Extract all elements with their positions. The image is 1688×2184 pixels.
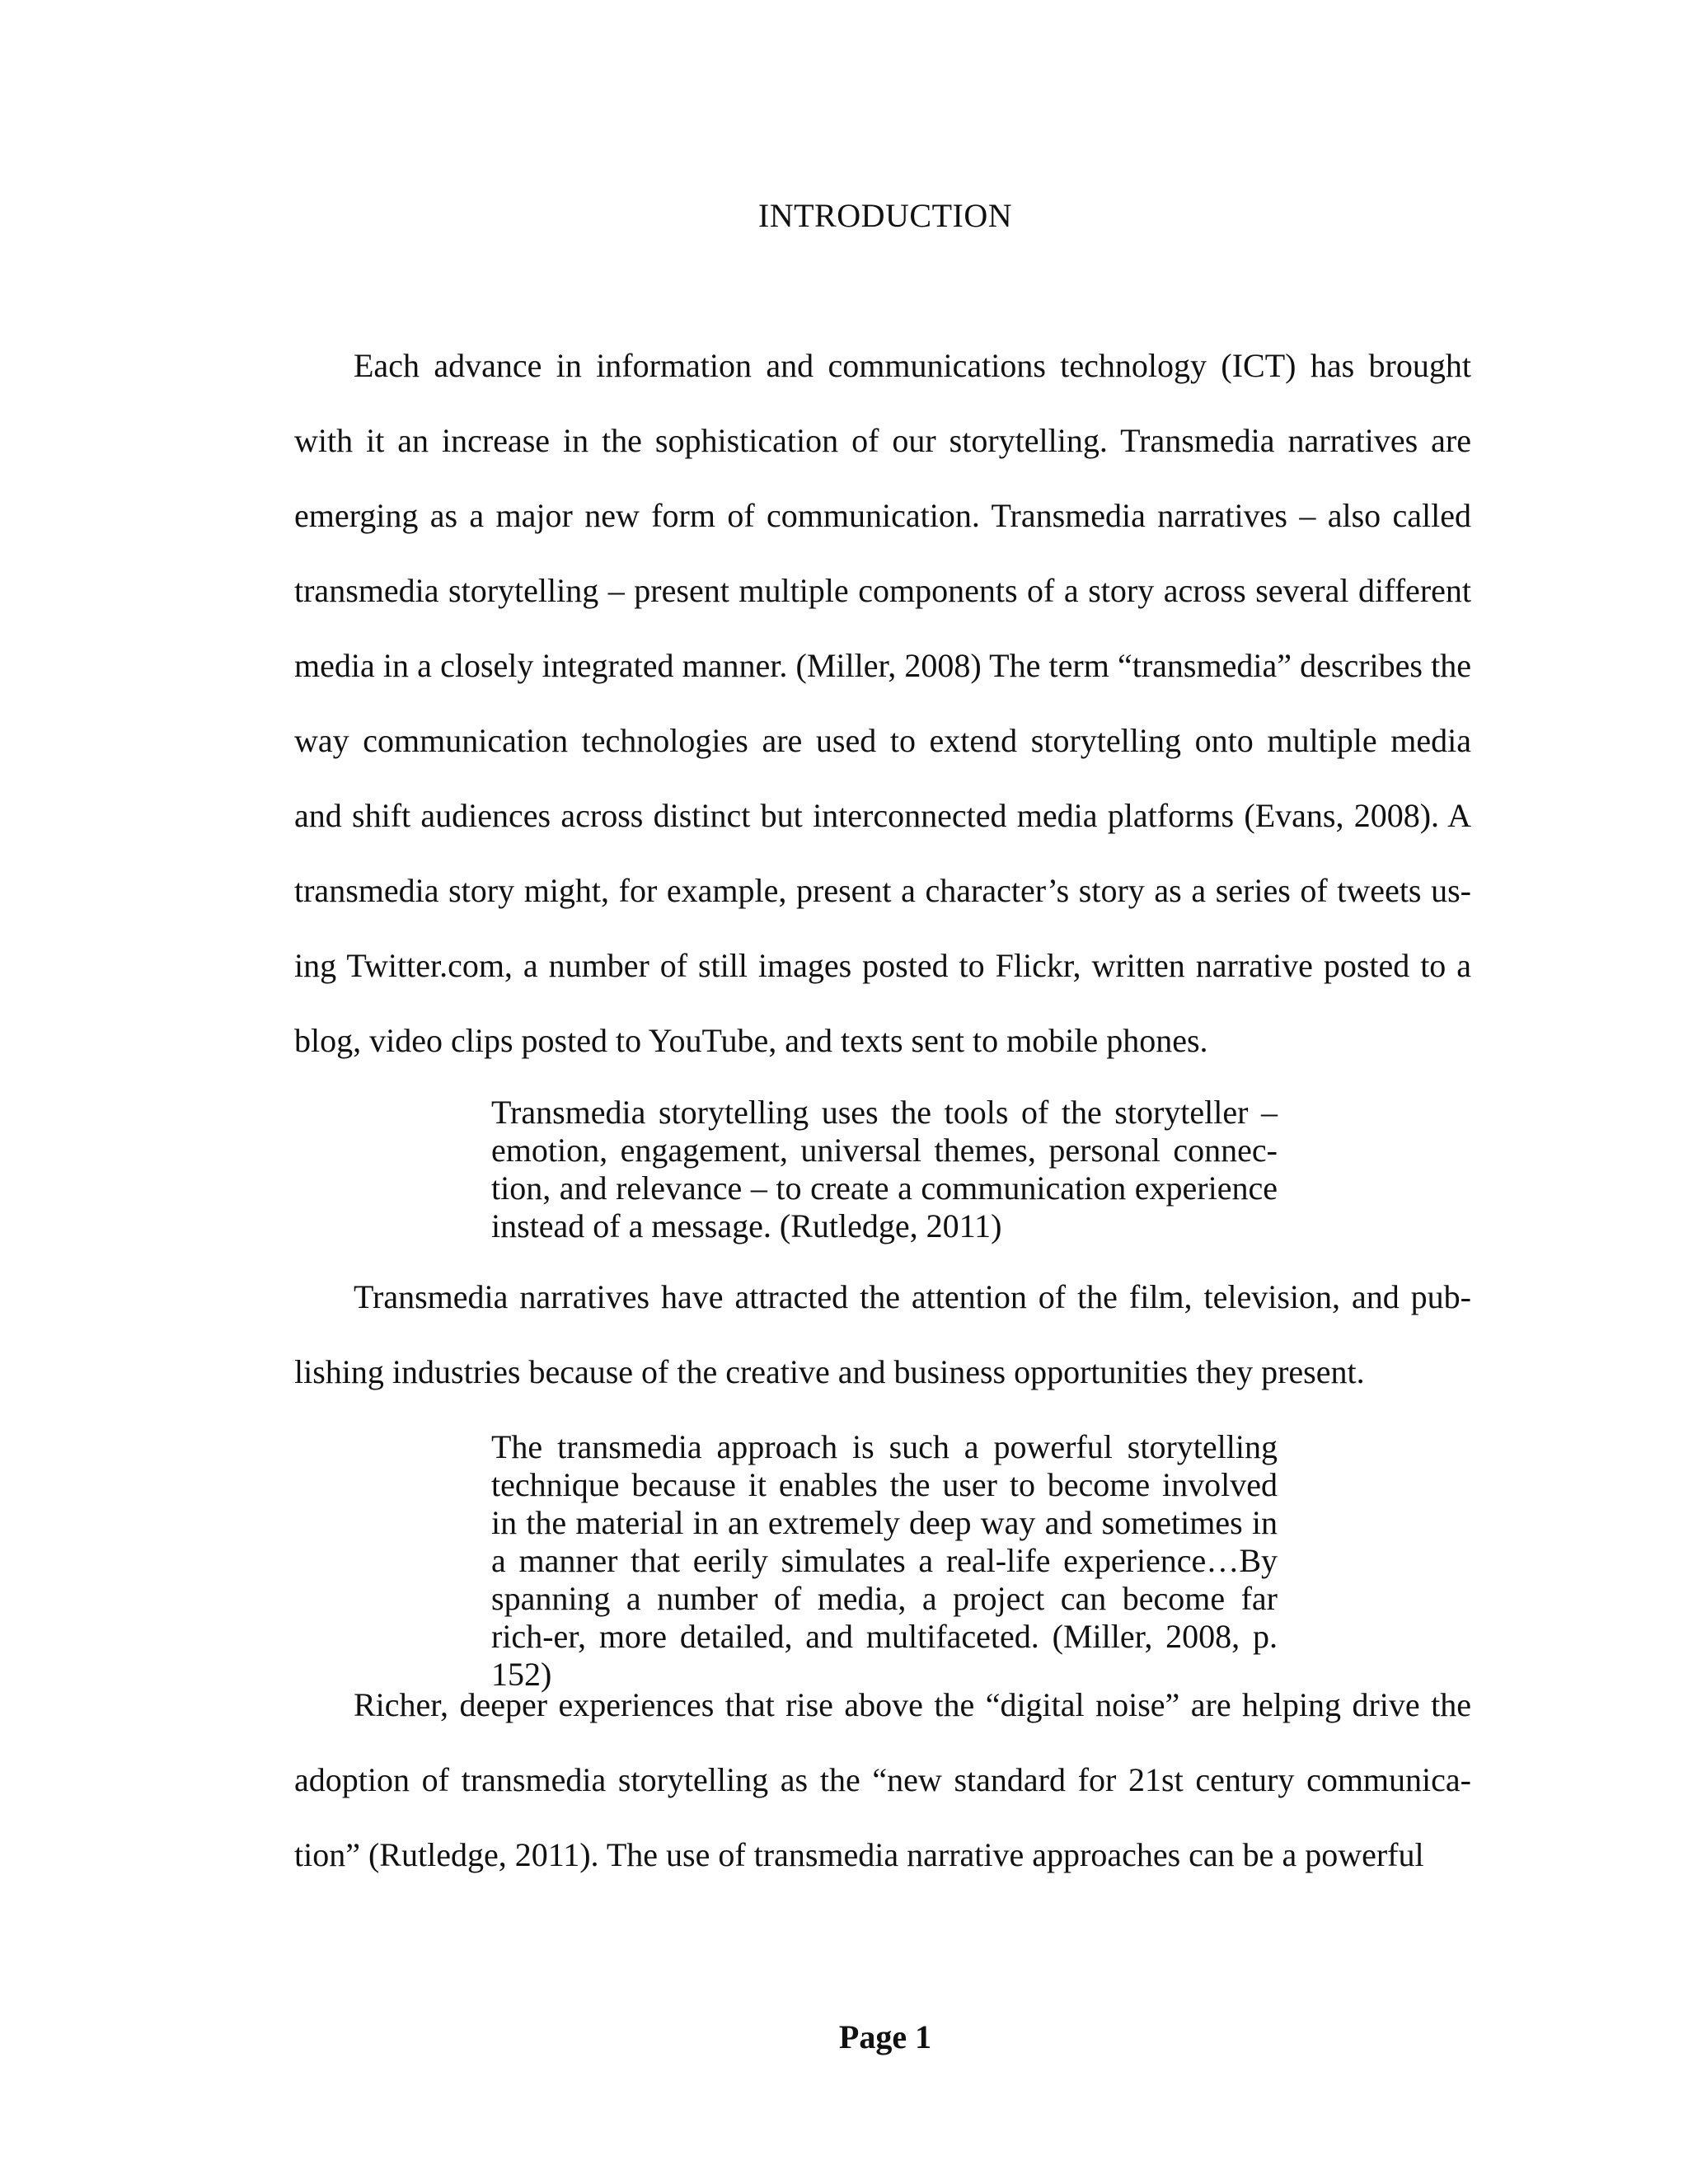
body-paragraph-1 [294,328,1471,1078]
body-paragraph-2 [294,1259,1471,1409]
section-heading: INTRODUCTION [757,197,1013,234]
quote-text: Transmedia storytelling uses the tools of the storyteller – emotion, engagement, universal themes, personal connec-tion, and relevance – to create a communication experience instead of a message. (Rutledge, 2011) [491,1094,1278,1244]
block-quote-2 [491,1428,1278,1694]
page-number: Page 1 [838,2018,932,2055]
quote-text: The transmedia approach is such a powerful storytelling technique because it enables the user to become involved in the material in an extremely deep way and sometimes in a manner that eerily simulates a real-life experience…By spanning a number of media, a project can become far rich-er, more detailed, and multifaceted. (Miller, 2008, p. 152) [491,1428,1278,1693]
paragraph-text: Each advance in information and communications technology (ICT) has brought with it an increase in the sophistication of our storytelling. Transmedia narratives are emerging as a major new form of communication. Transmedia narratives – also called transmedia storytelling – present multiple components of a story across several different media in a closely integrated manner. (Miller, 2008) The term “transmedia” describes the way communication technologies are used to extend storytelling onto multiple media and shift audiences across distinct but interconnected media platforms (Evans, 2008). A transmedia story might, for example, present a character’s story as a series of tweets us-ing Twitter.com, a number of still images posted to Flickr, written narrative posted to a blog, video clips posted to YouTube, and texts sent to mobile phones. [294,347,1471,1059]
paragraph-text: Richer, deeper experiences that rise above the “digital noise” are helping drive the adoption of transmedia storytelling as the “new standard for 21st century communica-tion” (Rutledge, 2011). The use of transmedia narrative approaches can be a powerful [294,1686,1471,1873]
body-paragraph-3 [294,1667,1471,1892]
paragraph-text: Transmedia narratives have attracted the attention of the film, television, and pub-lishing industries because of the creative and business opportunities they present. [294,1278,1471,1390]
block-quote-1 [491,1094,1278,1245]
